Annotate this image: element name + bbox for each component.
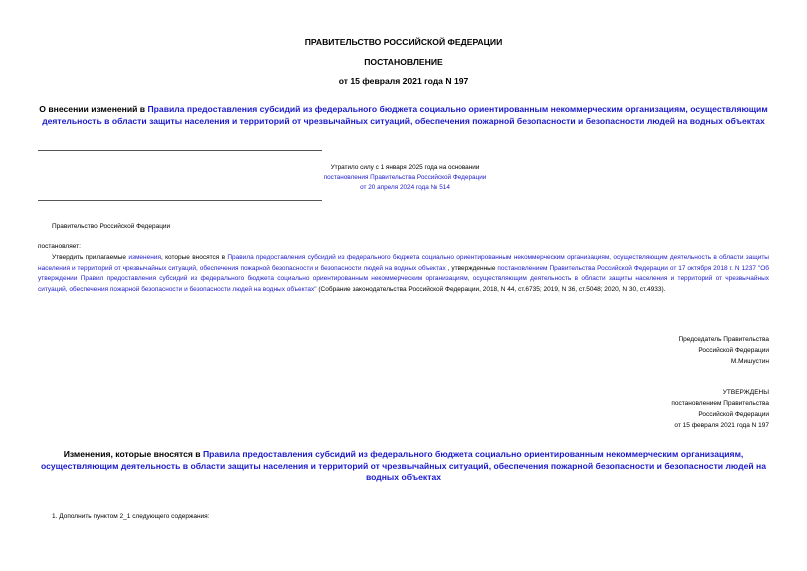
changes-link[interactable]: изменения [128,254,161,261]
p1-start: Утвердить прилагаемые [52,254,129,261]
p1-end: (Собрание законодательства Российской Федерации, 2018, N 44, ст.6735; 2019, N 36, ст.5048; 2020, N 30, ст.4933). [316,286,666,294]
expiry-note-text: Утратило силу с 1 января 2025 года на основании [330,164,480,171]
expiry-note [300,163,510,194]
p1-mid1: , которые вносятся в [160,254,228,261]
rules-link[interactable]: Правила предоставления субсидий из федерального бюджета социально ориентированным некоммерческим организациям, осуществляющим деятельность в области защиты населения и территорий от чрезвычайных ситуаций, обеспечения пожарной безопасности и безопасности людей на водных объектах [38,254,769,272]
changes-title [30,449,777,484]
signature-country: Российской Федерации [698,346,769,354]
approval-country: Российской Федерации [698,410,769,418]
p1-mid2: , утвержденные [445,264,498,272]
approval-date: от 15 февраля 2021 года N 197 [674,421,769,429]
government-header: ПРАВИТЕЛЬСТВО РОССИЙСКОЙ ФЕДЕРАЦИИ [304,37,503,47]
expiry-note-link-date[interactable]: от 20 апреля 2024 года № 514 [360,184,450,192]
approval-block [671,388,769,432]
signature-position: Председатель Правительства [678,336,769,343]
document-date-number: от 15 февраля 2021 года N 197 [338,76,469,86]
approval-by: постановлением Правительства [671,399,769,407]
title-rules-link[interactable]: Правила предоставления субсидий из федерального бюджета социально ориентированным некоммерческим организациям, осуществляющим деятельность в области защиты населения и территорий от чрезвычайных ситуаций, обеспечения пожарной безопасности и безопасности людей на водных объектах [42,104,768,126]
divider-bottom [38,200,322,201]
document-type: ПОСТАНОВЛЕНИЕ [364,57,443,67]
body-paragraph [38,253,769,296]
document-title [30,104,777,127]
title-prefix: О внесении изменений в [39,104,148,114]
item-1: 1. Дополнить пунктом 2_1 следующего содержания: [52,513,210,520]
body-decrees: постановляет: [38,243,81,250]
approval-heading: УТВЕРЖДЕНЫ [722,389,769,396]
signature-name: М.Мишустин [730,357,769,365]
divider-top [38,150,322,151]
changes-title-rules-link[interactable]: Правила предоставления субсидий из федерального бюджета социально ориентированным некоммерческим организациям, осуществляющим деятельность в области защиты населения и территорий от чрезвычайных ситуаций, обеспечения пожарной безопасности и безопасности людей на водных объектах [40,449,767,482]
expiry-note-link-resolution[interactable]: постановления Правительства Российской Федерации [323,174,487,182]
body-government: Правительство Российской Федерации [52,223,171,230]
signature-block [678,335,769,368]
resolution-1237-link[interactable]: постановлением Правительства Российской Федерации от 17 октября 2018 г. N 1237 "Об утверждении Правил предоставления субсидий из федерального бюджета социально ориентированным некоммерческим организациям, осуществляющим деятельность в области защиты населения и территорий от чрезвычайных ситуаций, обеспечения пожарной безопасности и безопасности людей на водных объектах" [38,264,769,294]
changes-title-prefix: Изменения, которые вносятся в [63,449,203,459]
